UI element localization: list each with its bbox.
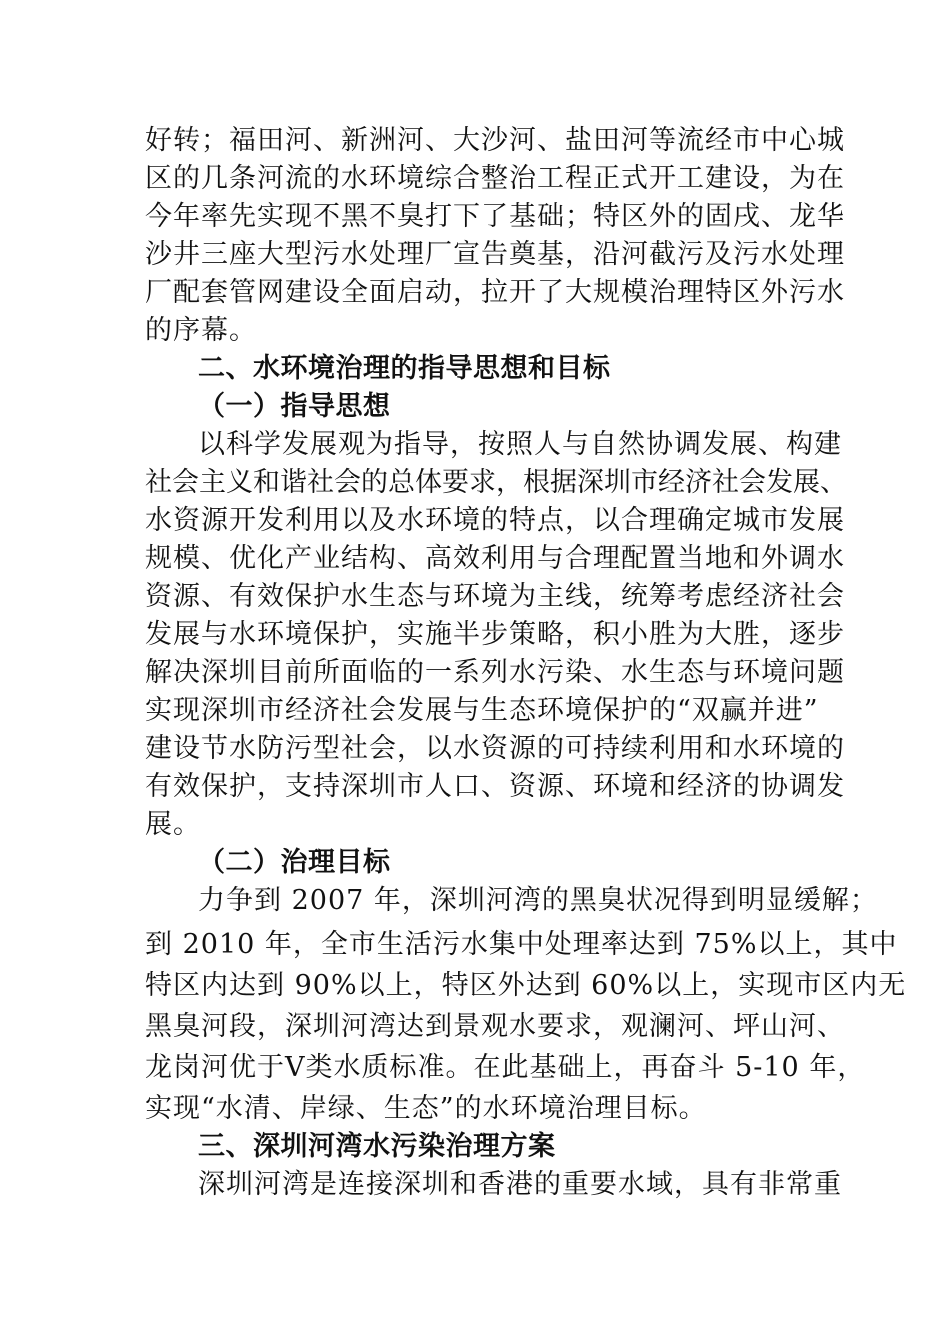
paragraph-line: 实现“水清、岸绿、生态”的水环境治理目标。 (145, 1093, 707, 1124)
paragraph-line: 规模、优化产业结构、高效利用与合理配置当地和外调水 (145, 543, 845, 574)
subsection-heading: （一）指导思想 (198, 391, 391, 422)
paragraph-line: 建设节水防污型社会，以水资源的可持续利用和水环境的 (145, 733, 845, 764)
paragraph-line: 以科学发展观为指导，按照人与自然协调发展、构建 (198, 429, 842, 460)
paragraph-line: 黑臭河段，深圳河湾达到景观水要求，观澜河、坪山河、 (145, 1011, 845, 1042)
paragraph-line: 解决深圳目前所面临的一系列水污染、水生态与环境问题 (145, 657, 845, 688)
section-heading: 三、深圳河湾水污染治理方案 (198, 1131, 556, 1162)
paragraph-line: 展。 (145, 809, 201, 840)
section-heading: 二、水环境治理的指导思想和目标 (198, 353, 611, 384)
paragraph-line: 沙井三座大型污水处理厂宣告奠基，沿河截污及污水处理 (145, 239, 845, 270)
paragraph-line: 社会主义和谐社会的总体要求，根据深圳市经济社会发展、 (145, 467, 847, 498)
paragraph-line: 好转；福田河、新洲河、大沙河、盐田河等流经市中心城 (145, 125, 845, 156)
paragraph-line: 水资源开发利用以及水环境的特点，以合理确定城市发展 (145, 505, 845, 536)
paragraph-line: 厂配套管网建设全面启动，拉开了大规模治理特区外污水 (145, 277, 845, 308)
paragraph-line: 的序幕。 (145, 315, 257, 346)
paragraph-line: 发展与水环境保护，实施半步策略，积小胜为大胜，逐步 (145, 619, 845, 650)
paragraph-line: 特区内达到 90%以上，特区外达到 60%以上，实现市区内无 (145, 970, 907, 1001)
paragraph-line: 资源、有效保护水生态与环境为主线，统筹考虑经济社会 (145, 581, 845, 612)
paragraph-line: 深圳河湾是连接深圳和香港的重要水域，具有非常重 (198, 1169, 842, 1200)
paragraph-line: 实现深圳市经济社会发展与生态环境保护的“双赢并进” (145, 695, 819, 726)
paragraph-line: 区的几条河流的水环境综合整治工程正式开工建设，为在 (145, 163, 845, 194)
paragraph-line: 今年率先实现不黑不臭打下了基础；特区外的固戌、龙华 (145, 201, 845, 232)
paragraph-line: 龙岗河优于Ⅴ类水质标准。在此基础上，再奋斗 5-10 年， (145, 1052, 866, 1083)
paragraph-line: 力争到 2007 年，深圳河湾的黑臭状况得到明显缓解； (198, 885, 878, 916)
paragraph-line: 有效保护，支持深圳市人口、资源、环境和经济的协调发 (145, 771, 845, 802)
subsection-heading: （二）治理目标 (198, 847, 391, 878)
paragraph-line: 到 2010 年，全市生活污水集中处理率达到 75%以上，其中 (145, 929, 898, 960)
